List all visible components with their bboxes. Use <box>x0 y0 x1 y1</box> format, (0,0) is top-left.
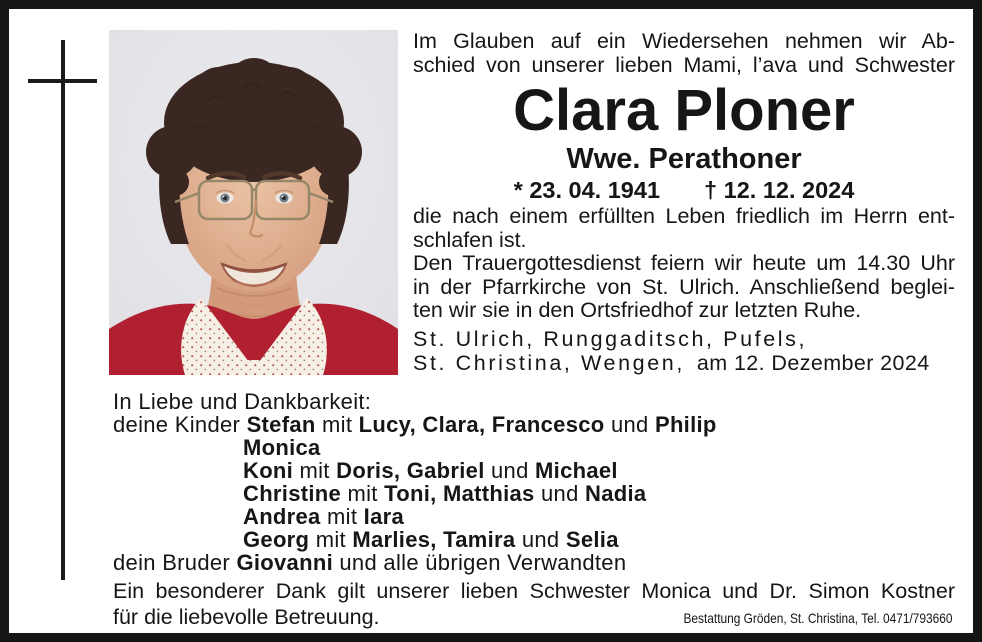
family-line-text: und <box>604 412 655 437</box>
family-member-name: Andrea <box>243 504 321 529</box>
text-line: Den Trauergottesdienst feiern wir heute um 14.30 Uhr <box>413 251 955 275</box>
text-line: schlafen ist. <box>413 227 527 252</box>
family-line-text: mit <box>293 458 337 483</box>
announcement-text <box>413 205 955 323</box>
places-line-2: St. Christina, Wengen, <box>413 350 685 375</box>
family-line-text: und <box>534 481 586 506</box>
text-line: in der Pfarrkirche von St. Ulrich. Anschließend beglei- <box>413 274 955 299</box>
life-dates <box>413 177 955 204</box>
family-line-text: mit <box>315 412 359 437</box>
family-line-text: deine Kinder <box>113 412 247 437</box>
family-lines <box>113 413 963 574</box>
family-member-name: Doris, Gabriel <box>336 458 485 483</box>
intro-text <box>413 30 955 77</box>
death-date: † 12. 12. 2024 <box>704 177 855 203</box>
family-list <box>113 390 963 574</box>
text-line: für die liebevolle Betreuung. <box>113 604 380 629</box>
family-line-text: dein Bruder <box>113 550 237 575</box>
birth-date: * 23. 04. 1941 <box>513 177 661 203</box>
family-member-name: Koni <box>243 458 294 483</box>
family-line <box>243 482 963 505</box>
notice-date: am 12. Dezember 2024 <box>696 350 930 375</box>
family-member-name: Selia <box>565 527 619 552</box>
family-heading: In Liebe und Dankbarkeit: <box>113 389 372 414</box>
cross-vertical-bar <box>61 40 65 580</box>
family-member-name: Marlies, Tamira <box>352 527 516 552</box>
family-line <box>243 505 963 528</box>
text-line: schied von unserer lieben Mami, l’ava und Schwester <box>413 52 955 77</box>
family-line <box>243 459 963 482</box>
places-line-1: St. Ulrich, Runggaditsch, Pufels, <box>413 327 808 351</box>
text-line: ten wir sie in den Ortsfriedhof zur letzten Ruhe. <box>413 298 862 322</box>
cross-horizontal-bar <box>28 79 97 83</box>
family-member-name: Georg <box>243 527 310 552</box>
places-dateline <box>413 328 955 375</box>
family-line-text: mit <box>341 481 385 506</box>
family-member-name: Iara <box>363 504 405 529</box>
funeral-home-info: Bestattung Gröden, St. Christina, Tel. 0471/793660 <box>683 610 953 626</box>
widow-name: Wwe. Perathoner <box>566 143 802 175</box>
family-line-text: und <box>484 458 536 483</box>
family-member-name: Christine <box>243 481 342 506</box>
family-line-text: mit <box>320 504 364 529</box>
portrait-photo <box>109 30 398 375</box>
text-line: Im Glauben auf ein Wiedersehen nehmen wir Ab- <box>413 29 955 53</box>
family-member-name: Toni, Matthias <box>384 481 535 506</box>
family-line <box>113 551 963 574</box>
family-member-name: Philip <box>654 412 717 437</box>
family-line <box>113 413 963 436</box>
text-line: Ein besonderer Dank gilt unserer lieben Schwester Monica und Dr. Simon Kostner <box>113 579 955 603</box>
family-line-text: und alle übrigen Verwandten <box>332 550 627 575</box>
family-line <box>243 528 963 551</box>
family-line-text: und <box>515 527 566 552</box>
family-line-text: mit <box>309 527 353 552</box>
family-member-name: Stefan <box>246 412 316 437</box>
family-member-name: Lucy, Clara, Francesco <box>358 412 605 437</box>
family-member-name: Giovanni <box>236 550 333 575</box>
family-line <box>243 436 963 459</box>
family-member-name: Monica <box>243 435 321 460</box>
family-member-name: Michael <box>535 458 618 483</box>
family-member-name: Nadia <box>585 481 647 506</box>
deceased-name: Clara Ploner <box>513 78 855 143</box>
text-line: die nach einem erfüllten Leben friedlich im Herrn ent- <box>413 204 955 228</box>
